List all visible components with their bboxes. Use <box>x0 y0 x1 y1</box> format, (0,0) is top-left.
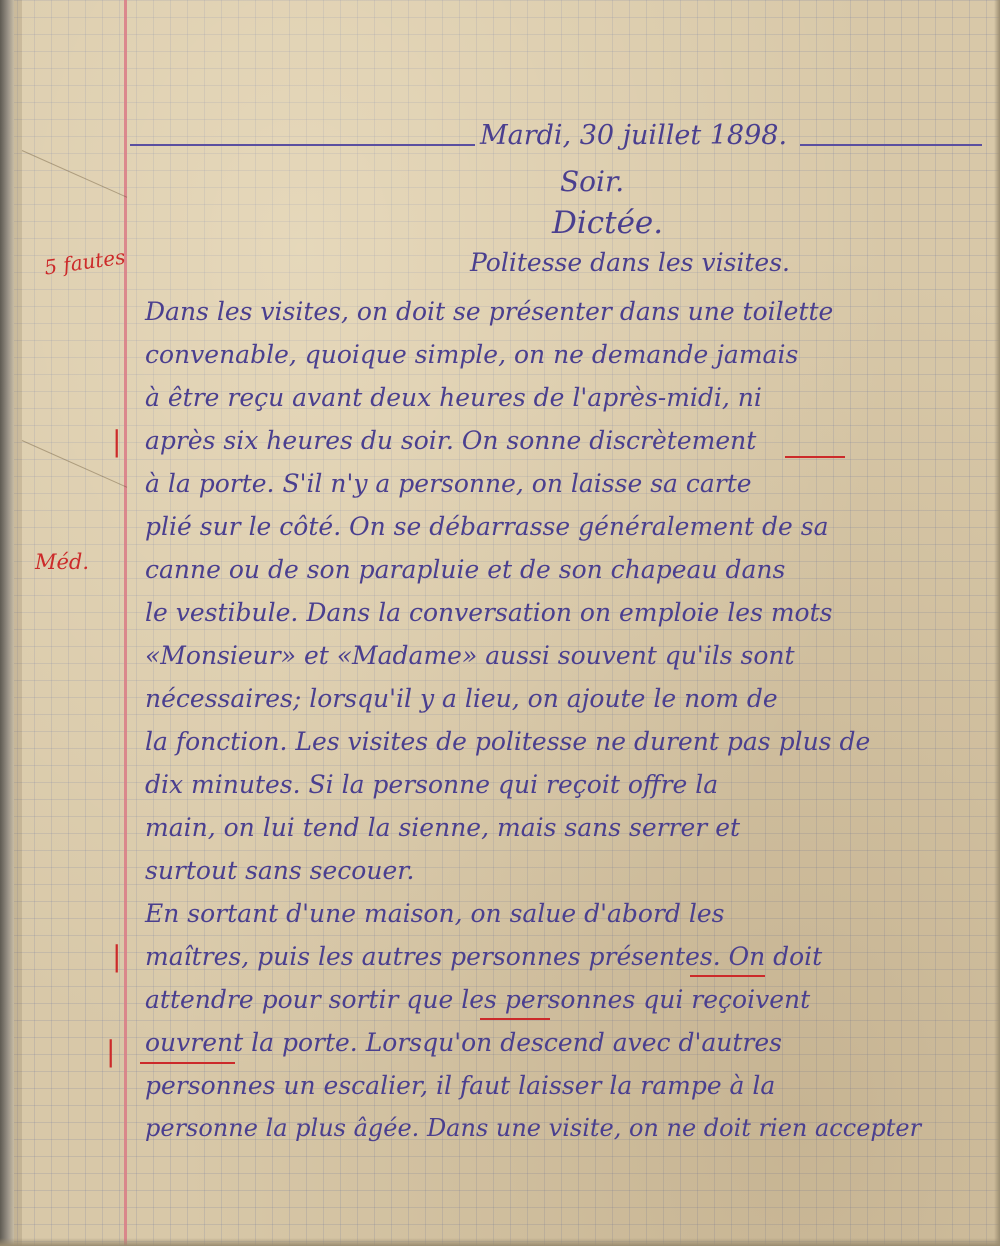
error-tally-mark: | <box>112 940 122 973</box>
text-line: le vestibule. Dans la conversation on emploie les mots <box>145 598 833 627</box>
correction-underline <box>690 975 765 977</box>
text-line: nécessaires; lorsqu'il y a lieu, on ajoute le nom de <box>145 684 778 713</box>
text-line: main, on lui tend la sienne, mais sans serrer et <box>145 813 741 842</box>
error-tally-mark: | <box>112 425 122 458</box>
text-line: plié sur le côté. On se débarrasse généralement de sa <box>145 512 829 541</box>
page-edge-shadow <box>14 0 22 1246</box>
margin-line <box>124 0 127 1246</box>
text-line: personnes un escalier, il faut laisser la rampe à la <box>145 1071 776 1100</box>
correction-underline <box>140 1062 235 1064</box>
notebook-binding <box>0 0 14 1246</box>
margin-grade: Méd. <box>35 550 90 574</box>
text-line: convenable, quoique simple, on ne demande jamais <box>145 340 799 369</box>
page-edge-bottom <box>0 1238 1000 1246</box>
correction-underline <box>480 1018 550 1020</box>
text-line: canne ou de son parapluie et de son chapeau dans <box>145 555 786 584</box>
text-line: Dans les visites, on doit se présenter dans une toilette <box>145 297 834 326</box>
text-line: En sortant d'une maison, on salue d'abord les <box>145 899 725 928</box>
text-line: dix minutes. Si la personne qui reçoit offre la <box>145 770 719 799</box>
paper-crease <box>22 150 127 198</box>
text-line: à la porte. S'il n'y a personne, on laisse sa carte <box>145 469 752 498</box>
correction-underline <box>785 456 845 458</box>
header-rule-right <box>800 144 982 146</box>
margin-error-count: 5 fautes <box>42 244 127 280</box>
text-line: ouvrent la porte. Lorsqu'on descend avec d'autres <box>145 1028 782 1057</box>
text-line: attendre pour sortir que les personnes qui reçoivent <box>145 985 811 1014</box>
text-line: «Monsieur» et «Madame» aussi souvent qu'ils sont <box>145 641 795 670</box>
text-line: la fonction. Les visites de politesse ne durent pas plus de <box>145 727 871 756</box>
text-line: personne la plus âgée. Dans une visite, on ne doit rien accepter <box>145 1114 922 1142</box>
text-line: après six heures du soir. On sonne discrètement <box>145 426 757 455</box>
error-tally-mark: | <box>106 1035 116 1068</box>
exercise-heading: Dictée. <box>552 205 664 241</box>
text-line: maîtres, puis les autres personnes présentes. On doit <box>145 942 823 971</box>
dictation-title: Politesse dans les visites. <box>470 248 791 277</box>
entry-date: Mardi, 30 juillet 1898. <box>480 120 788 151</box>
page-edge-right <box>994 0 1000 1246</box>
header-rule-left <box>130 144 475 146</box>
text-line: à être reçu avant deux heures de l'après-midi, ni <box>145 383 762 412</box>
entry-period: Soir. <box>560 165 625 198</box>
text-line: surtout sans secouer. <box>145 856 415 885</box>
